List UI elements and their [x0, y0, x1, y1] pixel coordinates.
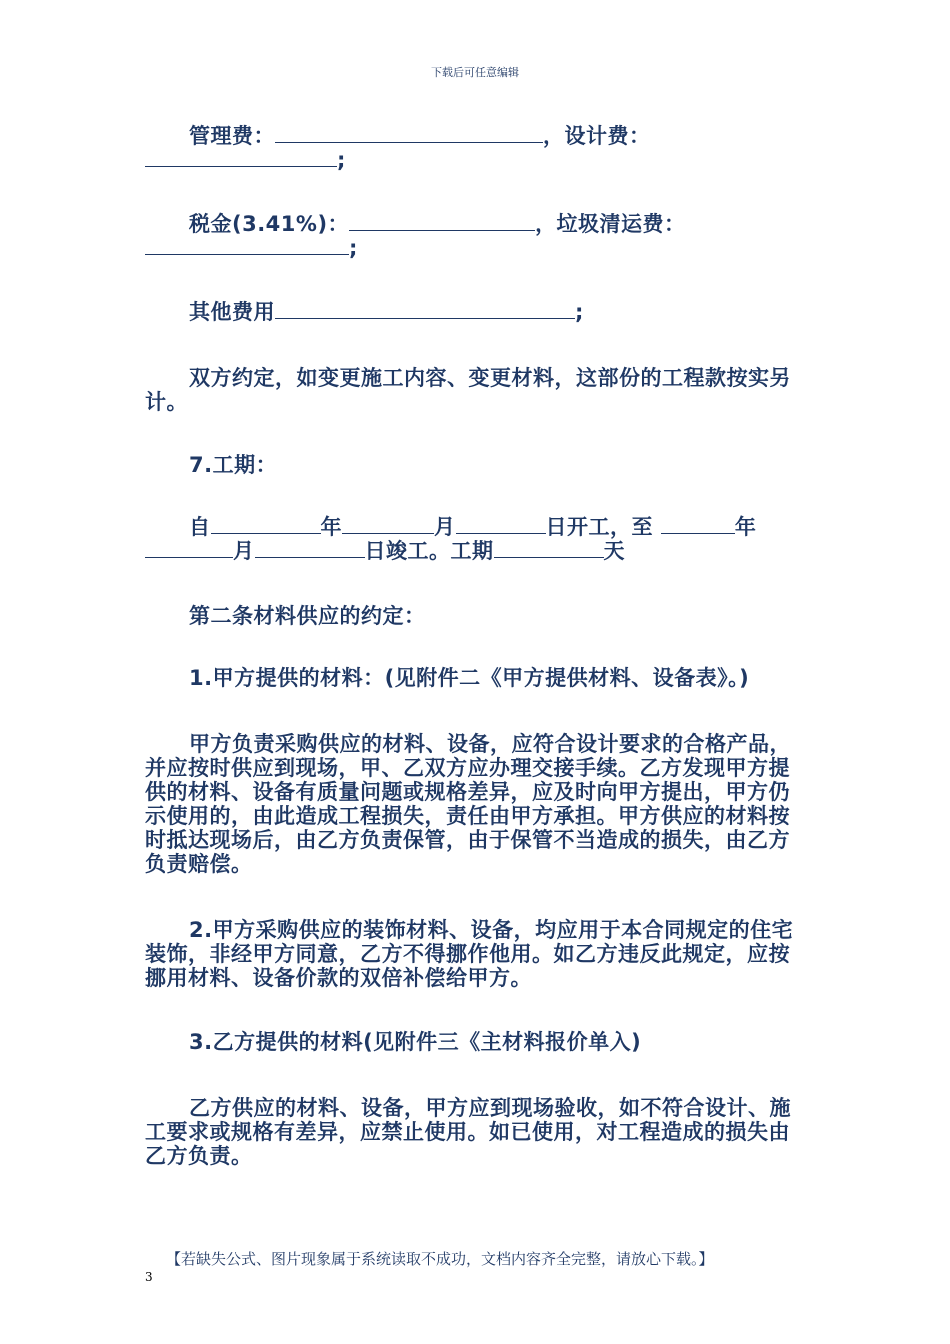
construction-period: [145, 515, 805, 563]
item-1-body-text: 甲方负责采购供应的材料、设备，应符合设计要求的合格产品，并应按时供应到现场，甲、乙双方应办理交接手续。乙方发现甲方提供的材料、设备有质量问题或规格差异，应及时向甲方提出，甲方仍示使用的，由此造成工程损失，责任由甲方承担。甲方供应的材料按时抵达现场后，由乙方负责保管，由于保管不当造成的损失，由乙方负责赔偿。: [145, 732, 791, 876]
semicolon: ;: [337, 148, 346, 172]
item-3-body: [145, 1096, 805, 1168]
end-month-blank: [145, 539, 233, 558]
semicolon: ;: [575, 300, 584, 324]
management-fee-blank: [275, 124, 543, 143]
year-label: 年: [734, 515, 757, 539]
item-2: [145, 918, 805, 990]
from-label: 自: [189, 515, 211, 539]
design-fee-blank: [145, 148, 337, 167]
year-label: 年: [320, 515, 342, 539]
page-number: 3: [145, 1270, 153, 1284]
item-3-title: [145, 1030, 805, 1054]
duration-blank: [494, 539, 604, 558]
garbage-fee-label: ，垃圾清运费：: [535, 212, 686, 236]
article-2-title-text: 第二条材料供应的约定：: [189, 604, 426, 628]
tax-label: 税金(3.41%)：: [189, 212, 350, 236]
item-1-title-text: 1.甲方提供的材料：(见附件二《甲方提供材料、设备表》。): [189, 666, 750, 690]
download-note: 【若缺失公式、图片现象属于系统读取不成功，文档内容齐全完整，请放心下载。】: [166, 1250, 714, 1268]
start-month-blank: [342, 515, 434, 534]
tax-blank: [349, 212, 535, 231]
item-3-body-text: 乙方供应的材料、设备，甲方应到现场验收，如不符合设计、施工要求或规格有差异，应禁止使用。如已使用，对工程造成的损失由乙方负责。: [145, 1096, 791, 1168]
article-2-title: [145, 604, 805, 628]
agreement-text: 双方约定，如变更施工内容、变更材料，这部份的工程款按实另计。: [145, 366, 791, 414]
days-label: 天: [603, 539, 625, 563]
other-fee-label: 其他费用: [189, 300, 275, 324]
management-fee-label: 管理费：: [189, 124, 275, 148]
item-1-body: [145, 732, 805, 876]
end-day-label: 日竣工。工期: [364, 539, 494, 563]
end-year-blank: [661, 515, 735, 534]
fee-line-management: [145, 124, 805, 172]
agreement-paragraph: [145, 366, 805, 414]
semicolon: ;: [349, 236, 358, 260]
item-3-title-text: 3.乙方提供的材料(见附件三《主材料报价单入): [189, 1030, 642, 1054]
month-label: 月: [233, 539, 255, 563]
item-1-title: [145, 666, 805, 690]
design-fee-label: ，设计费：: [543, 124, 651, 148]
fee-line-tax: [145, 212, 805, 260]
start-day-blank: [456, 515, 546, 534]
section-7-title: [145, 453, 805, 477]
start-day-label: 日开工，至: [545, 515, 653, 539]
item-2-text: 2.甲方采购供应的装饰材料、设备，均应用于本合同规定的住宅装饰，非经甲方同意，乙方不得挪作他用。如乙方违反此规定，应按挪用材料、设备价款的双倍补偿给甲方。: [145, 918, 794, 990]
other-fee-blank: [275, 300, 575, 319]
end-day-blank: [255, 539, 365, 558]
month-label: 月: [434, 515, 456, 539]
section-7-title-text: 7.工期：: [189, 453, 278, 477]
start-year-blank: [211, 515, 321, 534]
fee-line-other: [145, 300, 805, 324]
page-header: 下载后可任意编辑: [431, 66, 519, 79]
garbage-fee-blank: [145, 236, 349, 255]
